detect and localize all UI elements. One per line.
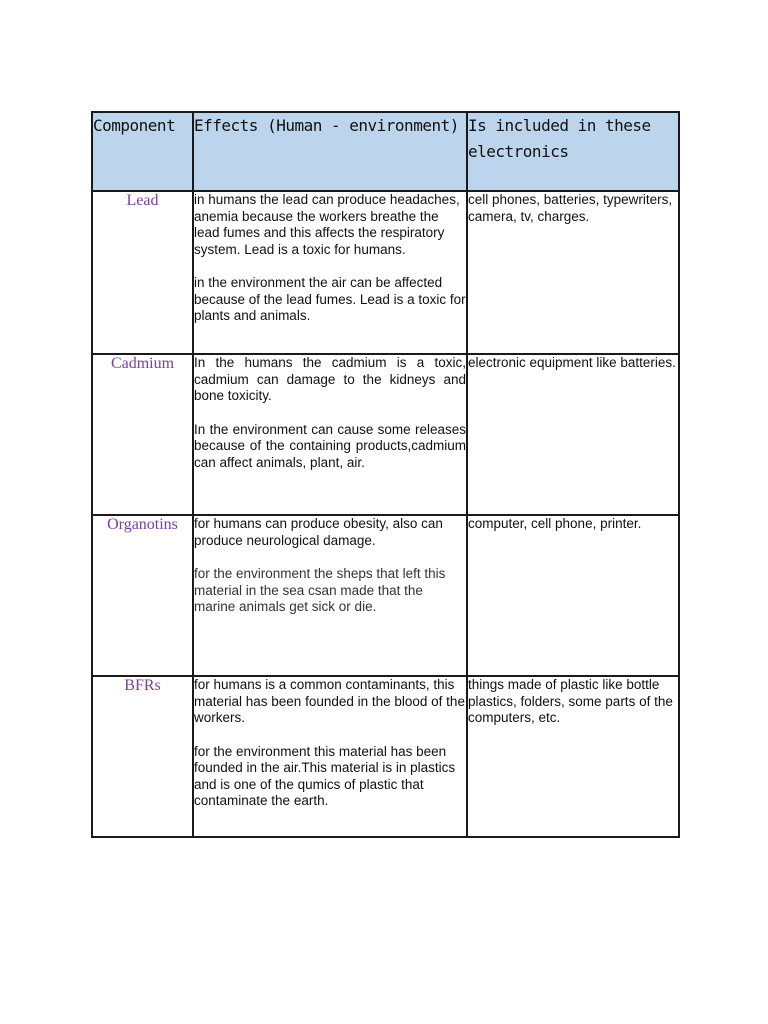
component-name: Organotins (107, 516, 178, 533)
table-row (92, 354, 679, 515)
header-included: Is included in these electronics (467, 112, 679, 191)
table-row (92, 676, 679, 837)
included-cell (467, 191, 679, 354)
included-electronics: things made of plastic like bottle plastics, folders, some parts of the computers, etc. (468, 677, 673, 725)
effects-human: for humans can produce obesity, also can produce neurological damage. (194, 516, 443, 548)
table-row (92, 191, 679, 354)
component-cell (92, 676, 193, 837)
table-row (92, 515, 679, 676)
effects-cell (193, 191, 467, 354)
component-cell (92, 191, 193, 354)
header-row (92, 112, 679, 191)
table-header (92, 112, 679, 191)
included-cell (467, 354, 679, 515)
header-effects: Effects (Human - environment) (193, 112, 467, 191)
effects-cell (193, 354, 467, 515)
header-component: Component (92, 112, 193, 191)
component-cell (92, 354, 193, 515)
effects-human: in humans the lead can produce headaches, anemia because the workers breathe the lead fumes and this affects the respiratory system. Lead is a toxic for humans. (194, 192, 460, 257)
component-name: Cadmium (110, 355, 175, 372)
table-body (92, 191, 679, 837)
components-effects-table (91, 111, 680, 838)
effects-human: In the humans the cadmium is a toxic, cadmium can damage to the kidneys and bone toxicity. (194, 355, 466, 403)
effects-cell (193, 676, 467, 837)
included-electronics: computer, cell phone, printer. (468, 516, 642, 531)
included-cell (467, 515, 679, 676)
effects-environment: for the environment the sheps that left this material in the sea csan made that the marine animals get sick or die. (194, 566, 446, 614)
included-electronics: electronic equipment like batteries. (468, 355, 676, 370)
included-electronics: cell phones, batteries, typewriters, camera, tv, charges. (468, 192, 673, 224)
effects-environment: in the environment the air can be affected because of the lead fumes. Lead is a toxic for plants and animals. (194, 275, 466, 323)
included-cell (467, 676, 679, 837)
effects-environment: In the environment can cause some releases because of the containing products,cadmium can affect animals, plant, air. (194, 421, 466, 470)
effects-cell (193, 515, 467, 676)
component-name: BFRs (124, 677, 161, 694)
effects-human: for humans is a common contaminants, this material has been founded in the blood of the workers. (194, 677, 465, 725)
component-name: Lead (126, 192, 159, 209)
component-cell (92, 515, 193, 676)
effects-environment: for the environment this material has been founded in the air.This material is in plastics and is one of the qumics of plastic that contaminate the earth. (194, 743, 456, 808)
